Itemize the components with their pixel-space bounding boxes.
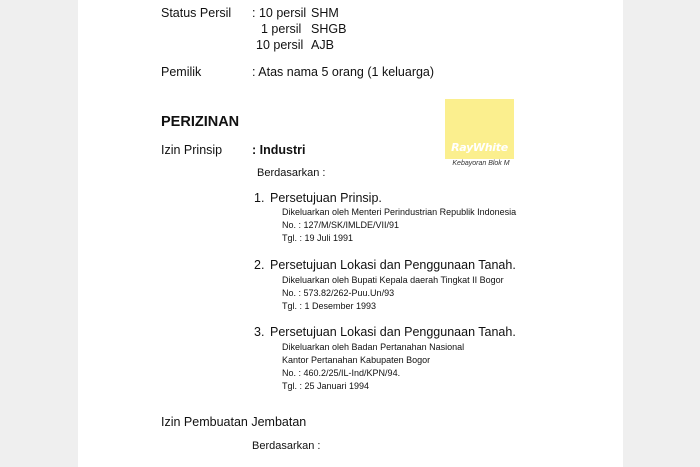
item-2-line: Dikeluarkan oleh Bupati Kepala daerah Tingkat II Bogor xyxy=(282,275,504,285)
item-3-title: Persetujuan Lokasi dan Penggunaan Tanah. xyxy=(270,325,516,339)
status-persil-count-2: 1 persil xyxy=(261,22,302,36)
izin-prinsip-label: Izin Prinsip xyxy=(161,143,223,157)
perizinan-heading: PERIZINAN xyxy=(161,114,240,130)
document-page xyxy=(78,0,623,467)
status-persil-type-1: SHM xyxy=(311,6,339,20)
izin-jembatan-based: Berdasarkan : xyxy=(252,440,321,452)
item-3-line: Dikeluarkan oleh Badan Pertanahan Nasional xyxy=(282,342,465,352)
status-persil-type-2: SHGB xyxy=(311,22,347,36)
item-2-line: No. : 573.82/262-Puu.Un/93 xyxy=(282,288,395,298)
raywhite-logo-text: RayWhite xyxy=(451,141,508,154)
status-persil-count-3: 10 persil xyxy=(256,38,304,52)
status-persil-count-1: : 10 persil xyxy=(252,6,307,20)
item-1-number: 1. xyxy=(254,191,265,205)
item-2-line: Tgl. : 1 Desember 1993 xyxy=(282,301,377,311)
izin-prinsip-value: : Industri xyxy=(252,143,306,157)
item-1-line: No. : 127/M/SK/IMLDE/VII/91 xyxy=(282,220,400,230)
item-3-line: Kantor Pertanahan Kabupaten Bogor xyxy=(282,355,431,365)
izin-jembatan-label: Izin Pembuatan Jembatan xyxy=(161,415,307,429)
item-2-number: 2. xyxy=(254,258,265,272)
item-1-line: Tgl. : 19 Juli 1991 xyxy=(282,233,354,243)
item-1-title: Persetujuan Prinsip. xyxy=(270,191,382,205)
raywhite-logo-subtitle: Kebayoran Blok M xyxy=(452,160,510,167)
raywhite-logo xyxy=(445,99,514,159)
pemilik-label: Pemilik xyxy=(161,65,202,79)
pemilik-value: : Atas nama 5 orang (1 keluarga) xyxy=(252,65,435,79)
item-2-title: Persetujuan Lokasi dan Penggunaan Tanah. xyxy=(270,258,516,272)
item-3-number: 3. xyxy=(254,325,265,339)
item-3-line: Tgl. : 25 Januari 1994 xyxy=(282,381,370,391)
status-persil-label: Status Persil xyxy=(161,6,232,20)
item-1-line: Dikeluarkan oleh Menteri Perindustrian Republik Indonesia xyxy=(282,207,517,217)
status-persil-type-3: AJB xyxy=(311,38,334,52)
item-3-line: No. : 460.2/25/IL-Ind/KPN/94. xyxy=(282,368,401,378)
izin-prinsip-based: Berdasarkan : xyxy=(257,167,326,179)
